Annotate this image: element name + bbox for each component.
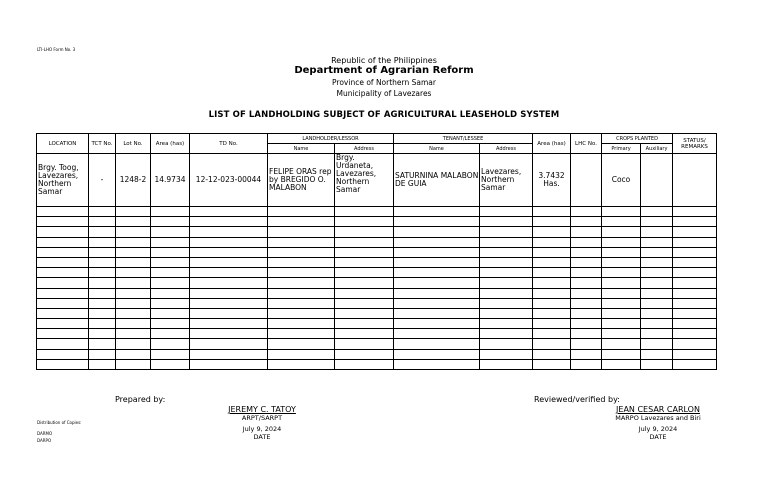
col-header-td-no: TD No. [190, 134, 268, 154]
table-cell-empty [480, 308, 533, 318]
table-cell-empty [151, 298, 190, 308]
table-cell-empty [116, 247, 151, 257]
table-row-empty [37, 339, 717, 349]
table-cell-empty [335, 329, 394, 339]
table-cell-empty [190, 247, 268, 257]
table-cell-empty [116, 268, 151, 278]
table-cell-empty [116, 227, 151, 237]
table-cell-empty [571, 217, 602, 227]
table-cell-empty [116, 349, 151, 359]
reviewed-by-position: MARPO Lavezares and Biri [615, 414, 701, 422]
table-cell-empty [268, 268, 335, 278]
table-cell-empty [89, 298, 116, 308]
table-cell-empty [602, 227, 641, 237]
table-cell-empty [37, 298, 89, 308]
table-cell-empty [394, 247, 480, 257]
table-cell-empty [641, 207, 673, 217]
table-cell-empty [602, 257, 641, 267]
col-header-landholder-lessor: LANDHOLDER/LESSOR [268, 134, 394, 144]
table-cell-empty [151, 257, 190, 267]
table-cell-empty [602, 207, 641, 217]
col-header-crops-planted: CROPS PLANTED [602, 134, 673, 144]
table-cell-empty [480, 329, 533, 339]
table-cell-empty [335, 349, 394, 359]
table-cell-empty [673, 247, 717, 257]
table-cell-empty [268, 359, 335, 369]
table-cell-empty [673, 268, 717, 278]
table-cell-empty [673, 227, 717, 237]
table-cell-empty [602, 359, 641, 369]
table-row-empty [37, 247, 717, 257]
table-cell-empty [480, 359, 533, 369]
table-cell-empty [151, 319, 190, 329]
table-row-empty [37, 227, 717, 237]
table-cell-empty [533, 217, 571, 227]
header-department: Department of Agrarian Reform [294, 65, 474, 76]
table-cell-empty [268, 227, 335, 237]
col-header-status-remarks: STATUS/ REMARKS [673, 134, 717, 154]
table-cell-empty [602, 278, 641, 288]
table-cell-empty [335, 207, 394, 217]
table-cell-empty [533, 288, 571, 298]
table-cell-empty [151, 227, 190, 237]
table-cell-empty [673, 359, 717, 369]
table-cell-empty [394, 268, 480, 278]
reviewed-by-name: JEAN CESAR CARLON [616, 405, 700, 414]
table-cell-empty [673, 298, 717, 308]
table-cell-empty [89, 339, 116, 349]
table-cell-empty [268, 319, 335, 329]
table-cell-empty [602, 217, 641, 227]
table-cell-empty [602, 319, 641, 329]
table-cell-empty [37, 319, 89, 329]
cell-crop-primary: Coco [602, 154, 641, 207]
table-cell-empty [480, 268, 533, 278]
cell-area: 14.9734 [151, 154, 190, 207]
table-cell-empty [394, 288, 480, 298]
cell-tenant-area: 3.7432 Has. [533, 154, 571, 207]
cell-td-no: 12-12-023-00044 [190, 154, 268, 207]
table-cell-empty [335, 308, 394, 318]
table-cell-empty [190, 268, 268, 278]
table-cell-empty [89, 329, 116, 339]
col-header-landholder-address: Address [335, 144, 394, 154]
table-cell-empty [641, 257, 673, 267]
table-cell-empty [89, 227, 116, 237]
table-cell-empty [37, 268, 89, 278]
table-cell-empty [602, 339, 641, 349]
table-cell-empty [335, 227, 394, 237]
table-cell-empty [480, 207, 533, 217]
table-cell-empty [641, 359, 673, 369]
table-cell-empty [673, 319, 717, 329]
reviewed-by-date-label: DATE [649, 433, 667, 441]
table-cell-empty [268, 237, 335, 247]
table-cell-empty [480, 237, 533, 247]
table-cell-empty [151, 207, 190, 217]
table-cell-empty [571, 237, 602, 247]
table-row-empty [37, 359, 717, 369]
table-cell-empty [151, 247, 190, 257]
prepared-by-date: July 9, 2024 [242, 425, 282, 433]
cell-status [673, 154, 717, 207]
table-cell-empty [116, 237, 151, 247]
table-cell-empty [673, 237, 717, 247]
table-cell-empty [571, 207, 602, 217]
table-cell-empty [335, 268, 394, 278]
table-cell-empty [641, 268, 673, 278]
table-row-empty [37, 329, 717, 339]
reviewed-by-label: Reviewed/verified by: [534, 395, 620, 404]
table-cell-empty [673, 207, 717, 217]
table-cell-empty [268, 339, 335, 349]
cell-crop-auxiliary [641, 154, 673, 207]
table-cell-empty [673, 278, 717, 288]
cell-tenant-address: Lavezares, Northern Samar [480, 154, 533, 207]
col-header-auxiliary: Auxiliary [641, 144, 673, 154]
table-cell-empty [335, 288, 394, 298]
table-cell-empty [641, 308, 673, 318]
table-cell-empty [641, 349, 673, 359]
reviewed-by-date: July 9, 2024 [638, 425, 678, 433]
table-cell-empty [335, 278, 394, 288]
table-cell-empty [641, 278, 673, 288]
table-cell-empty [190, 207, 268, 217]
table-cell-empty [89, 268, 116, 278]
table-cell-empty [673, 288, 717, 298]
table-cell-empty [89, 217, 116, 227]
table-cell-empty [268, 247, 335, 257]
table-cell-empty [268, 217, 335, 227]
col-header-primary: Primary [602, 144, 641, 154]
col-header-lhc-no: LHC No. [571, 134, 602, 154]
table-cell-empty [641, 329, 673, 339]
table-cell-empty [37, 247, 89, 257]
table-cell-empty [394, 257, 480, 267]
table-cell-empty [268, 308, 335, 318]
table-cell-empty [673, 217, 717, 227]
table-cell-empty [394, 278, 480, 288]
table-cell-empty [151, 268, 190, 278]
landholding-table [36, 133, 717, 370]
form-number: LTI-LHO Form No. 3 [37, 47, 76, 52]
table-cell-empty [641, 217, 673, 227]
table-cell-empty [116, 278, 151, 288]
table-cell-empty [571, 329, 602, 339]
table-cell-empty [394, 227, 480, 237]
table-cell-empty [335, 217, 394, 227]
table-cell-empty [480, 288, 533, 298]
table-cell-empty [37, 329, 89, 339]
header-republic: Republic of the Philippines [331, 56, 437, 65]
table-cell-empty [268, 329, 335, 339]
table-cell-empty [641, 237, 673, 247]
table-row-empty [37, 257, 717, 267]
table-cell-empty [533, 268, 571, 278]
col-header-lot-no: Lot No. [116, 134, 151, 154]
table-cell-empty [89, 319, 116, 329]
table-cell-empty [533, 207, 571, 217]
table-cell-empty [571, 298, 602, 308]
table-row-empty [37, 278, 717, 288]
table-cell-empty [394, 359, 480, 369]
table-cell-empty [89, 359, 116, 369]
table-cell-empty [571, 227, 602, 237]
table-cell-empty [190, 308, 268, 318]
table-cell-empty [394, 339, 480, 349]
header-municipality: Municipality of Lavezares [336, 89, 432, 98]
table-cell-empty [268, 298, 335, 308]
table-cell-empty [89, 237, 116, 247]
table-cell-empty [571, 359, 602, 369]
table-cell-empty [480, 298, 533, 308]
table-cell-empty [37, 308, 89, 318]
table-cell-empty [480, 257, 533, 267]
cell-lot-no: 1248-2 [116, 154, 151, 207]
cell-landholder-address: Brgy. Urdaneta, Lavezares, Northern Samar [335, 154, 394, 207]
cell-tenant-name: SATURNINA MALABON DE GUIA [394, 154, 480, 207]
table-cell-empty [533, 278, 571, 288]
table-cell-empty [533, 237, 571, 247]
table-cell-empty [571, 349, 602, 359]
table-cell-empty [480, 217, 533, 227]
table-cell-empty [480, 319, 533, 329]
table-cell-empty [268, 207, 335, 217]
table-cell-empty [335, 237, 394, 247]
table-cell-empty [533, 298, 571, 308]
table-cell-empty [641, 339, 673, 349]
table-cell-empty [533, 349, 571, 359]
table-cell-empty [37, 288, 89, 298]
table-cell-empty [116, 359, 151, 369]
table-cell-empty [394, 349, 480, 359]
table-cell-empty [602, 329, 641, 339]
table-cell-empty [116, 217, 151, 227]
table-cell-empty [116, 298, 151, 308]
table-cell-empty [571, 339, 602, 349]
table-cell-empty [89, 278, 116, 288]
table-cell-empty [116, 257, 151, 267]
table-cell-empty [190, 278, 268, 288]
table-cell-empty [89, 349, 116, 359]
table-cell-empty [116, 329, 151, 339]
prepared-by-date-label: DATE [253, 433, 271, 441]
table-cell-empty [641, 247, 673, 257]
table-cell-empty [533, 227, 571, 237]
table-cell-empty [151, 308, 190, 318]
col-header-location: LOCATION [37, 134, 89, 154]
table-cell-empty [151, 237, 190, 247]
table-cell-empty [190, 227, 268, 237]
table-cell-empty [480, 339, 533, 349]
table-cell-empty [190, 237, 268, 247]
col-header-tenant-area: Area (has) [533, 134, 571, 154]
table-cell-empty [394, 329, 480, 339]
table-cell-empty [394, 207, 480, 217]
table-cell-empty [533, 308, 571, 318]
table-cell-empty [571, 319, 602, 329]
table-cell-empty [641, 298, 673, 308]
table-cell-empty [394, 217, 480, 227]
table-cell-empty [89, 308, 116, 318]
table-cell-empty [151, 329, 190, 339]
cell-tct-no: - [89, 154, 116, 207]
col-header-tct-no: TCT No. [89, 134, 116, 154]
table-cell-empty [89, 288, 116, 298]
table-cell-empty [673, 339, 717, 349]
table-cell-empty [37, 257, 89, 267]
table-cell-empty [533, 339, 571, 349]
table-cell-empty [37, 339, 89, 349]
table-cell-empty [335, 339, 394, 349]
table-cell-empty [533, 247, 571, 257]
table-cell-empty [190, 339, 268, 349]
table-row-empty [37, 308, 717, 318]
prepared-by-label: Prepared by: [115, 395, 166, 404]
table-cell-empty [37, 349, 89, 359]
table-cell-empty [571, 278, 602, 288]
table-cell-empty [268, 288, 335, 298]
table-cell-empty [151, 359, 190, 369]
table-cell-empty [268, 278, 335, 288]
table-cell-empty [394, 308, 480, 318]
table-cell-empty [116, 319, 151, 329]
col-header-landholder-name: Name [268, 144, 335, 154]
header-province: Province of Northern Samar [332, 78, 436, 87]
table-cell-empty [190, 319, 268, 329]
table-row-empty [37, 237, 717, 247]
table-cell-empty [571, 268, 602, 278]
table-cell-empty [602, 237, 641, 247]
page-title: LIST OF LANDHOLDING SUBJECT OF AGRICULTURAL LEASEHOLD SYSTEM [208, 110, 560, 120]
table-cell-empty [673, 349, 717, 359]
table-cell-empty [190, 257, 268, 267]
table-row-empty [37, 207, 717, 217]
table-cell-empty [394, 319, 480, 329]
table-cell-empty [190, 329, 268, 339]
table-cell-empty [602, 247, 641, 257]
table-cell-empty [190, 288, 268, 298]
table-cell-empty [533, 359, 571, 369]
table-cell-empty [151, 217, 190, 227]
table-cell-empty [37, 207, 89, 217]
table-cell-empty [335, 359, 394, 369]
table-cell-empty [37, 359, 89, 369]
table-row-empty [37, 298, 717, 308]
table-cell-empty [480, 278, 533, 288]
table-cell-empty [533, 319, 571, 329]
table-cell-empty [89, 247, 116, 257]
table-cell-empty [116, 339, 151, 349]
distribution-label: Distribution of Copies: [37, 420, 82, 425]
table-cell-empty [394, 298, 480, 308]
table-cell-empty [602, 268, 641, 278]
table-cell-empty [641, 227, 673, 237]
table-cell-empty [89, 257, 116, 267]
distribution-item: DARMO [37, 431, 53, 436]
table-cell-empty [268, 257, 335, 267]
table-cell-empty [394, 237, 480, 247]
table-row-empty [37, 268, 717, 278]
table-row-empty [37, 319, 717, 329]
table-cell-empty [151, 288, 190, 298]
table-cell-empty [151, 339, 190, 349]
table-cell-empty [602, 349, 641, 359]
col-header-tenant-address: Address [480, 144, 533, 154]
table-cell-empty [571, 247, 602, 257]
table-cell-empty [37, 237, 89, 247]
table-cell-empty [37, 227, 89, 237]
table-cell-empty [533, 257, 571, 267]
table-cell-empty [37, 278, 89, 288]
table-cell-empty [480, 227, 533, 237]
distribution-item: DARPO [37, 438, 52, 443]
table-row-empty [37, 217, 717, 227]
table-cell-empty [673, 308, 717, 318]
table-cell-empty [190, 359, 268, 369]
table-cell-empty [602, 308, 641, 318]
table-cell-empty [602, 298, 641, 308]
prepared-by-position: ARPT/SARPT [241, 414, 283, 422]
table-cell-empty [480, 247, 533, 257]
table-cell-empty [37, 217, 89, 227]
table-cell-empty [151, 278, 190, 288]
col-header-tenant-name: Name [394, 144, 480, 154]
table-cell-empty [673, 329, 717, 339]
table-cell-empty [268, 349, 335, 359]
cell-lhc-no [571, 154, 602, 207]
table-cell-empty [116, 308, 151, 318]
table-cell-empty [480, 349, 533, 359]
table-cell-empty [89, 207, 116, 217]
table-cell-empty [641, 288, 673, 298]
table-cell-empty [335, 257, 394, 267]
table-cell-empty [335, 298, 394, 308]
table-row-empty [37, 349, 717, 359]
col-header-tenant-lessee: TENANT/LESSEE [394, 134, 533, 144]
table-cell-empty [571, 257, 602, 267]
table-row [37, 154, 717, 207]
table-cell-empty [641, 319, 673, 329]
table-cell-empty [151, 349, 190, 359]
table-cell-empty [335, 319, 394, 329]
table-cell-empty [116, 207, 151, 217]
table-cell-empty [571, 308, 602, 318]
cell-landholder-name: FELIPE ORAS rep by BREGIDO O. MALABON [268, 154, 335, 207]
table-cell-empty [190, 349, 268, 359]
table-cell-empty [190, 217, 268, 227]
table-cell-empty [190, 298, 268, 308]
prepared-by-name: JEREMY C. TATOY [228, 405, 296, 414]
table-cell-empty [571, 288, 602, 298]
table-cell-empty [116, 288, 151, 298]
table-cell-empty [533, 329, 571, 339]
table-row-empty [37, 288, 717, 298]
table-cell-empty [335, 247, 394, 257]
col-header-area: Area (has) [151, 134, 190, 154]
table-cell-empty [673, 257, 717, 267]
table-cell-empty [602, 288, 641, 298]
cell-location: Brgy. Toog, Lavezares, Northern Samar [37, 154, 89, 207]
